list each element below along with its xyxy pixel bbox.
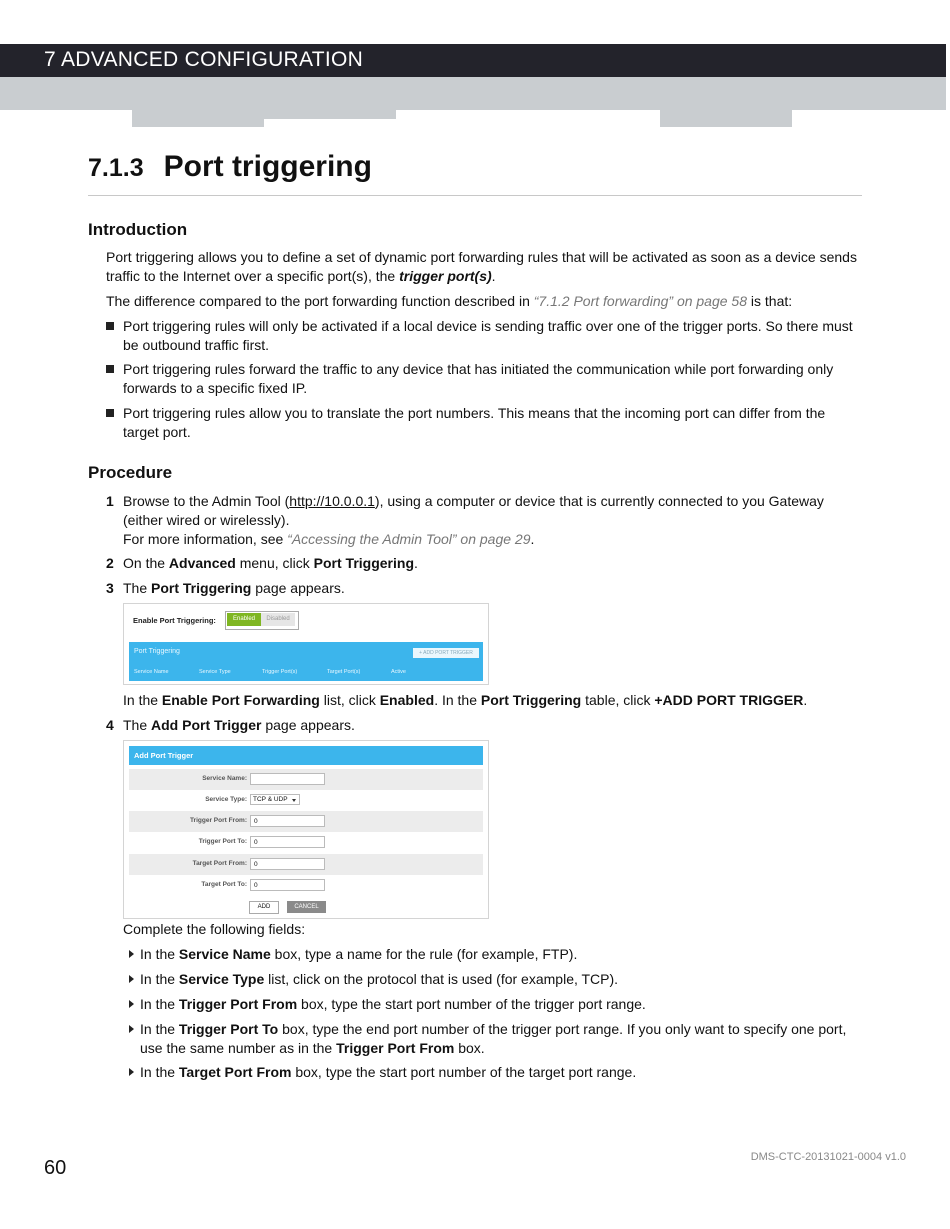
text: . xyxy=(414,555,418,571)
bold-term: Port Triggering xyxy=(313,555,414,571)
intro-paragraph xyxy=(106,248,862,286)
field-item xyxy=(140,970,862,989)
bullet-text: Port triggering rules will only be activated if a local device is sending traffic over one of the trigger ports. So there must be outbound traffic first. xyxy=(123,318,853,353)
triangle-bullet-icon xyxy=(129,1025,134,1033)
text: ), using a computer or device that is currently connected to you Gateway (either wired or wirelessly). xyxy=(123,493,824,528)
text: page appears. xyxy=(261,717,355,733)
bold-term: Port Triggering xyxy=(151,580,252,596)
bold-term: Trigger Port From xyxy=(336,1040,455,1056)
service-name-row xyxy=(129,769,483,790)
complete-fields-text: Complete the following fields: xyxy=(123,921,306,937)
header-tab xyxy=(264,110,396,119)
cross-reference-link[interactable]: “7.1.2 Port forwarding” on page 58 xyxy=(533,293,748,309)
bold-term: Trigger Port From xyxy=(178,996,298,1012)
service-type-select[interactable] xyxy=(250,794,300,805)
text: On the xyxy=(123,555,169,571)
square-bullet-icon xyxy=(106,322,114,330)
service-name-input[interactable] xyxy=(250,773,325,785)
target-port-from-row xyxy=(129,854,483,875)
bullet-item xyxy=(106,404,862,442)
text: . In the xyxy=(434,692,481,708)
bullet-item xyxy=(106,360,862,398)
enable-port-triggering-label: Enable Port Triggering: xyxy=(133,616,216,625)
column-header: Service Name xyxy=(134,669,169,675)
select-value: TCP & UDP xyxy=(253,796,288,803)
bold-term: Enable Port Forwarding xyxy=(161,692,320,708)
page-number: 60 xyxy=(44,1157,67,1179)
step-number: 4 xyxy=(106,717,114,733)
section-heading: Port triggering xyxy=(163,150,372,183)
add-port-trigger-button[interactable]: + ADD PORT TRIGGER xyxy=(413,648,479,658)
text: is that: xyxy=(747,293,793,309)
step-number: 3 xyxy=(106,580,114,596)
text: box, type the start port number of the target port range. xyxy=(291,1064,637,1080)
text: box, type the start port number of the trigger port range. xyxy=(297,996,646,1012)
text: menu, click xyxy=(235,555,314,571)
text: The xyxy=(123,580,152,596)
admin-tool-link[interactable]: http://10.0.0.1 xyxy=(289,493,375,509)
enabled-toggle[interactable]: Enabled xyxy=(227,613,261,626)
bold-term: Target Port From xyxy=(178,1064,292,1080)
service-type-row xyxy=(129,790,483,811)
chapter-header xyxy=(0,44,946,77)
term: trigger port(s) xyxy=(399,268,492,284)
triangle-bullet-icon xyxy=(129,1000,134,1008)
form-header xyxy=(129,746,483,765)
chapter-title: 7 ADVANCED CONFIGURATION xyxy=(44,48,364,71)
square-bullet-icon xyxy=(106,409,114,417)
text: list, click xyxy=(319,692,380,708)
table-title: Port Triggering xyxy=(134,648,180,655)
text: box, type a name for the rule (for example, FTP). xyxy=(270,946,578,962)
step-3 xyxy=(106,579,862,598)
text: In the xyxy=(123,692,162,708)
form-title: Add Port Trigger xyxy=(134,751,194,760)
text: box. xyxy=(454,1040,485,1056)
column-header: Active xyxy=(391,669,406,675)
step-number: 1 xyxy=(106,493,114,509)
text: The difference compared to the port forwarding function described in xyxy=(106,293,534,309)
cross-reference-link[interactable]: “Accessing the Admin Tool” on page 29 xyxy=(287,531,531,547)
text: In the xyxy=(140,996,179,1012)
text: For more information, see xyxy=(123,531,288,547)
port-triggering-table xyxy=(129,642,483,681)
field-item xyxy=(140,945,862,964)
field-item xyxy=(140,995,862,1014)
text: box, type the end port number of the trigger port range. If you only want to specify one port, use the same number as in the xyxy=(140,1021,847,1056)
field-label: Target Port To: xyxy=(201,881,247,888)
text: In the xyxy=(140,971,179,987)
target-port-to-row xyxy=(129,875,483,896)
field-label: Target Port From: xyxy=(192,860,247,867)
bold-term: +ADD PORT TRIGGER xyxy=(654,692,804,708)
trigger-port-to-input[interactable]: 0 xyxy=(250,836,325,848)
step-4 xyxy=(106,716,862,735)
trigger-port-from-row xyxy=(129,811,483,832)
text: In the xyxy=(140,946,179,962)
text: table, click xyxy=(581,692,655,708)
trigger-port-from-input[interactable]: 0 xyxy=(250,815,325,827)
text: In the xyxy=(140,1021,179,1037)
step-1 xyxy=(106,492,862,549)
field-label: Trigger Port From: xyxy=(189,817,247,824)
header-tab xyxy=(132,110,264,127)
bold-term: Service Type xyxy=(178,971,265,987)
bullet-item xyxy=(106,317,862,355)
column-header: Service Type xyxy=(199,669,231,675)
text: list, click on the protocol that is used (for example, TCP). xyxy=(264,971,619,987)
header-band xyxy=(0,77,946,110)
target-port-from-input[interactable]: 0 xyxy=(250,858,325,870)
bold-term: Advanced xyxy=(168,555,236,571)
port-triggering-screenshot xyxy=(123,603,489,685)
field-item xyxy=(140,1020,862,1058)
triangle-bullet-icon xyxy=(129,1068,134,1076)
text: . xyxy=(803,692,808,708)
bold-term: Enabled xyxy=(379,692,435,708)
bold-term: Service Name xyxy=(178,946,271,962)
field-label: Service Name: xyxy=(202,775,247,782)
bold-term: Trigger Port To xyxy=(178,1021,279,1037)
text: Browse to the Admin Tool ( xyxy=(123,493,290,509)
procedure-heading: Procedure xyxy=(88,463,173,482)
triangle-bullet-icon xyxy=(129,950,134,958)
header-tab xyxy=(660,110,792,127)
text: The xyxy=(123,717,152,733)
bold-term: Port Triggering xyxy=(480,692,582,708)
document-id: DMS-CTC-20131021-0004 v1.0 xyxy=(750,1151,906,1163)
step-3-instruction xyxy=(123,691,862,710)
trigger-port-to-row xyxy=(129,832,483,853)
field-label: Service Type: xyxy=(205,796,247,803)
text: . xyxy=(530,531,535,547)
square-bullet-icon xyxy=(106,365,114,373)
intro-heading: Introduction xyxy=(88,220,188,239)
target-port-to-input[interactable]: 0 xyxy=(250,879,325,891)
section-number: 7.1.3 xyxy=(88,154,144,182)
bullet-text: Port triggering rules forward the traffic to any device that has initiated the communication while port forwarding only forwards to a specific fixed IP. xyxy=(123,361,834,396)
text: In the xyxy=(140,1064,179,1080)
add-button[interactable]: ADD xyxy=(249,901,279,914)
column-header: Target Port(s) xyxy=(327,669,361,675)
title-divider xyxy=(88,195,862,196)
step-2 xyxy=(106,554,862,573)
disabled-toggle[interactable]: Disabled xyxy=(261,613,295,626)
text: page appears. xyxy=(251,580,345,596)
field-label: Trigger Port To: xyxy=(198,838,247,845)
text: . xyxy=(491,268,496,284)
bold-term: Add Port Trigger xyxy=(151,717,262,733)
column-header: Trigger Port(s) xyxy=(262,669,298,675)
add-port-trigger-screenshot xyxy=(123,740,489,919)
cancel-button[interactable]: CANCEL xyxy=(287,901,326,913)
triangle-bullet-icon xyxy=(129,975,134,983)
field-item xyxy=(140,1063,862,1082)
text: Port triggering allows you to define a set of dynamic port forwarding rules that will be activated as soon as a device sends traffic to the Internet over a specific port(s), the xyxy=(106,249,857,284)
bullet-text: Port triggering rules allow you to translate the port numbers. This means that the incoming port can differ from the target port. xyxy=(123,405,826,440)
step-number: 2 xyxy=(106,555,114,571)
intro-paragraph-2 xyxy=(106,292,862,311)
section-title xyxy=(88,150,372,184)
caret-down-icon xyxy=(292,799,296,802)
